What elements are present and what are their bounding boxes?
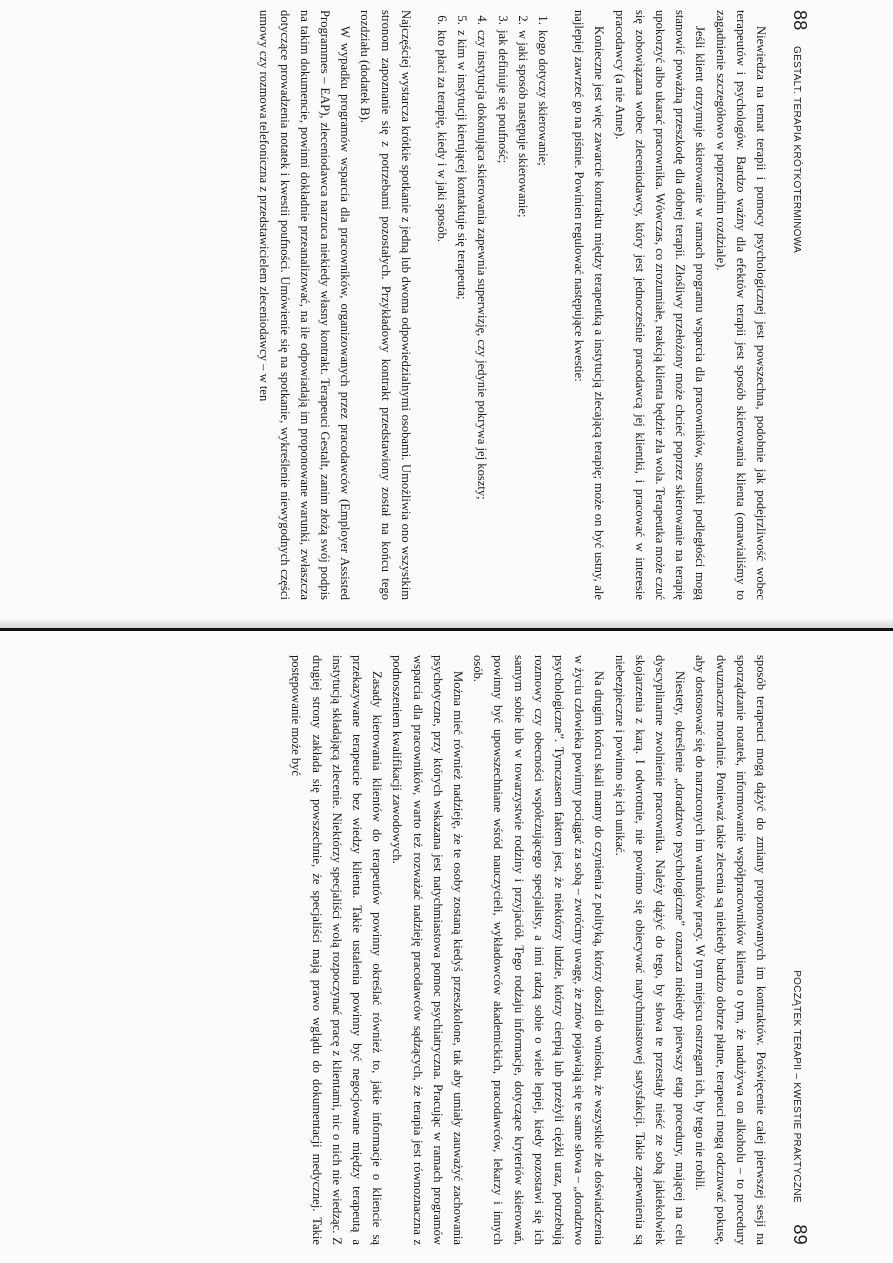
running-head: POCZĄTEK TERAPII – KWESTIE PRAKTYCZNE xyxy=(791,970,802,1203)
page-number: 88 xyxy=(790,10,810,31)
paragraph-5: Zasady kierowania klientów do terapeutów powinny określać również to, jakie informacje o kliencie są przekazywane terapeucie bez wiedzy klienta. Takie ustalenia powinny być negocjowane między terapeutą a instytucją składającą zlecenie. Niektórzy specjaliści wolą rozpoczynać pracę z klientami, nic o nich nie wiedząc. Z drugiej strony zakłada się powszechnie, że specjaliści mają prawo wglądu do dokumentacji medycznej. Takie postępowanie może być xyxy=(289,655,385,1245)
page-header xyxy=(789,655,810,1245)
running-head: GESTALT. TERAPIA KRÓTKOTERMINOWA xyxy=(791,46,802,254)
paragraph-4: Można mieć również nadzieję, że te osoby zostaną kiedyś przeszkolone, tak aby umiały zauważyć zachowania psychotyczne, przy których wskazana jest natychmiastowa pomoc psychiatryczna. Pracując w ramach programów wsparcia dla pracowników, warto też rozważać nadzieję pracodawców sądzących, że terapia jest równoznaczna z podnoszeniem kwalifikacji zawodowych. xyxy=(390,655,465,1245)
paragraph-2: Niestety, określenie „doradztwo psychologiczne” oznacza niekiedy pierwszy etap procedury, mającej na celu dyscyplinarne zwolnienie pracownika. Należy dążyć do tego, by słowa te przestały nieść ze sobą jakiekolwiek skojarzenia z karą. I odwrotnie, nie powinno się obiecywać natychmiastowej satysfakcji. Takie zapewnienia są niebezpieczne i powinno się ich unikać. xyxy=(612,655,688,1245)
running-head-with-page-number xyxy=(789,970,810,1245)
list-item: 4. czy instytucja dokonująca skierowania zapewnia superwizję, czy jedynie pokrywa jej koszty; xyxy=(472,28,492,600)
page-88 xyxy=(10,10,810,600)
page-89 xyxy=(10,655,810,1245)
list-item: 3. jak definiuje się poufność; xyxy=(492,28,512,600)
paragraph-3: Na drugim końcu skali mamy do czynienia z polityką, którzy doszli do wniosku, że wszystkie złe doświadczenia w życiu człowieka powinny pociągać za sobą – zwróćmy uwagę, że znów pojawiają się te same słowa – „doradztwo psychologiczne”. Tymczasem faktem jest, że niektórzy ludzie, którzy cierpią lub przeżyli ciężki uraz, potrzebują rozmowy czy obecności współczującego specjalisty, a inni radzą sobie o wiele lepiej, kiedy pozostawi się ich samym sobie lub w towarzystwie rodziny i przyjaciół. Tego rodzaju informacje, dotyczące kryteriów skierowań, powinny być upowszechniane wśród nauczycieli, wykładowców akademickich, pracodawców, lekarzy i innych osób. xyxy=(471,655,607,1245)
paragraph-3: Konieczne jest więc zawarcie kontraktu między terapeutką a instytucją zlecającą terapię; może on być ustny, ale najlepiej zawrzeć go na piśmie. Powinien regulować następujące kwestie: xyxy=(572,10,607,600)
list-item: 2. w jaki sposób następuje skierowanie; xyxy=(513,28,533,600)
book-spine-line xyxy=(0,628,893,631)
paragraph-5: W wypadku programów wsparcia dla pracowników, organizowanych przez pracodawców (Employer Assisted Programmes – EAP), zleceniodawca narzuca niekiedy własny kontrakt. Terapeuci Gestalt, zanim złożą swój podpis na takim dokumencie, powinni dokładnie przeanalizować, na ile odpowiadają im proponowane warunki, zwłaszcza dotyczące prowadzenia notatek i kwestii poufności. Umówienie się na spotkanie, wykreślenie niewygodnych części umowy czy rozmowa telefoniczna z przedstawicielem zleceniodawcy – w ten xyxy=(257,10,353,600)
page-header xyxy=(789,10,810,600)
list-item: 6. kto płaci za terapię, kiedy i w jaki sposób. xyxy=(432,28,452,600)
paragraph-2: Jeśli klient otrzymuje skierowanie w ramach programu wsparcia dla pracowników, stosunki podległości mogą stanowić poważną przeszkodę dla dobrej terapii. Złośliwy przełożony może chcieć poprzez skierowanie na terapię upokorzyć albo ukarać pracownika. Wówczas, co zrozumiałe, reakcją klienta będzie zła wola. Terapeutka może czuć się zobowiązana wobec zleceniodawcy, który jest jednocześnie pracodawcą jej klientki, i pracować w interesie pracodawcy (a nie Anne). xyxy=(612,10,708,600)
paragraph-1: sposób terapeuci mogą dążyć do zmiany proponowanych im kontraktów. Poświęcenie całej pierwszej sesji na sporządzanie notatek, informowanie współpracowników klienta o tym, że nadużywa on alkoholu – to procedury dwuznaczne moralnie. Ponieważ takie zlecenia są niekiedy bardzo dobrze płatne, terapeuci mogą odczuwać pokusę, aby dostosować się do narzuconych im warunków pracy. W tym miejscu ostrzegam ich, by tego nie robili. xyxy=(693,655,768,1245)
contract-issues-list xyxy=(432,10,553,600)
page-number: 89 xyxy=(790,1224,810,1245)
list-item: 5. z kim w instytucji kierującej kontaktuje się terapeuta; xyxy=(452,28,472,600)
list-item: 1. kogo dotyczy skierowanie; xyxy=(533,28,553,600)
paragraph-1: Niewiedza na temat terapii i pomocy psychologicznej jest powszechna, podobnie jak podejrzliwość wobec terapeutów i psychologów. Bardzo ważny dla efektów terapii jest sposób skierowania klienta (omawialiśmy to zagadnienie szczegółowo w poprzednim rozdziale). xyxy=(713,10,768,600)
paragraph-4: Najczęściej wystarcza krótkie spotkanie z jedną lub dwoma odpowiedzialnymi osobami. Umożliwia ono wszystkim stronom zapoznanie się z potrzebami pozostałych. Przykładowy kontrakt przedstawiony został na końcu tego rozdziału (dodatek B). xyxy=(358,10,413,600)
page-number-with-running-head xyxy=(789,10,810,253)
